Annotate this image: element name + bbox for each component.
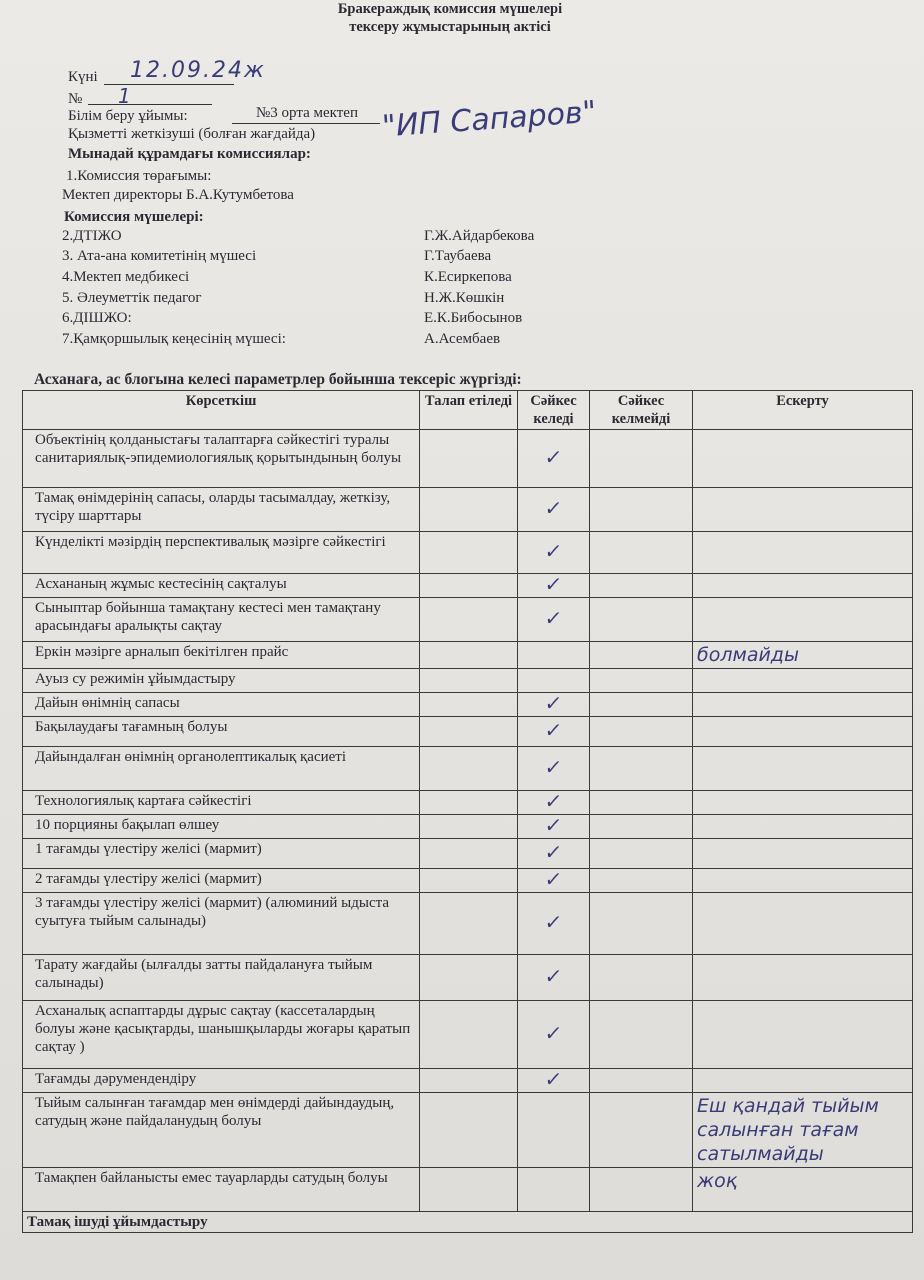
check-mark-icon: ✓ — [543, 1067, 564, 1091]
row-required-cell — [420, 717, 518, 747]
table-row — [23, 1093, 913, 1168]
row-required-cell — [420, 1069, 518, 1093]
org-label: Білім беру ұйымы: — [68, 108, 188, 124]
check-mark-icon: ✓ — [543, 964, 564, 988]
row-not-complies-cell — [590, 815, 693, 839]
table-row — [23, 430, 913, 488]
row-indicator-text: Дайын өнімнің сапасы — [23, 693, 420, 717]
check-mark-icon: ✓ — [543, 496, 564, 520]
table-row — [23, 869, 913, 893]
row-not-complies-cell — [590, 1001, 693, 1069]
row-note-cell — [693, 693, 913, 717]
row-complies-cell — [518, 717, 590, 747]
row-indicator-text: Тарату жағдайы (ылғалды затты пайдалануға тыйым салынады) — [23, 955, 420, 1001]
check-mark-icon: ✓ — [543, 813, 564, 837]
row-note-cell — [693, 430, 913, 488]
member-name: Н.Ж.Көшкін — [424, 290, 505, 306]
row-not-complies-cell — [590, 1069, 693, 1093]
row-indicator-text: Ауыз су режимін ұйымдастыру — [23, 669, 420, 693]
row-note-cell — [693, 488, 913, 532]
row-note-cell — [693, 1001, 913, 1069]
row-not-complies-cell — [590, 1093, 693, 1168]
member-row — [62, 310, 582, 330]
table-row — [23, 747, 913, 791]
row-required-cell — [420, 642, 518, 669]
table-row — [23, 532, 913, 574]
row-indicator-text: Тамақ өнімдерінің сапасы, оларды тасымалдау, жеткізу, түсіру шарттары — [23, 488, 420, 532]
row-complies-cell — [518, 669, 590, 693]
row-complies-cell — [518, 791, 590, 815]
row-not-complies-cell — [590, 1168, 693, 1212]
member-row — [62, 331, 582, 351]
row-note-cell — [693, 869, 913, 893]
member-position: 3. Ата-ана комитетінің мүшесі — [62, 248, 257, 264]
table-row — [23, 488, 913, 532]
row-indicator-text: Күнделікті мәзірдің перспективалық мәзірге сәйкестігі — [23, 532, 420, 574]
row-indicator-text: Объектінің қолданыстағы талаптарға сәйкестігі туралы санитариялық-эпидемиологиялық қорытындының болуы — [23, 430, 420, 488]
row-complies-cell — [518, 430, 590, 488]
row-required-cell — [420, 955, 518, 1001]
row-required-cell — [420, 839, 518, 869]
supplier-value: "ИП Сапаров" — [381, 94, 598, 145]
row-required-cell — [420, 598, 518, 642]
row-not-complies-cell — [590, 747, 693, 791]
row-complies-cell — [518, 1168, 590, 1212]
row-note-cell: жоқ — [693, 1168, 913, 1212]
number-label: № — [68, 91, 83, 107]
row-complies-cell — [518, 893, 590, 955]
row-required-cell — [420, 747, 518, 791]
table-row — [23, 839, 913, 869]
row-indicator-text: Еркін мәзірге арналып бекітілген прайс — [23, 642, 420, 669]
check-mark-icon: ✓ — [543, 445, 564, 469]
row-complies-cell — [518, 532, 590, 574]
row-note-cell: болмайды — [693, 642, 913, 669]
row-indicator-text: Бақылаудағы тағамның болуы — [23, 717, 420, 747]
row-required-cell — [420, 430, 518, 488]
row-indicator-text: Асхананың жұмыс кестесінің сақталуы — [23, 574, 420, 598]
row-required-cell — [420, 574, 518, 598]
column-header-indicator: Көрсеткіш — [23, 391, 420, 430]
row-not-complies-cell — [590, 598, 693, 642]
date-label: Күні — [68, 69, 98, 85]
row-not-complies-cell — [590, 532, 693, 574]
row-required-cell — [420, 893, 518, 955]
row-note-cell — [693, 1069, 913, 1093]
row-note-cell — [693, 669, 913, 693]
column-header-required: Талап етіледі — [420, 391, 518, 430]
row-complies-cell — [518, 815, 590, 839]
row-note-cell — [693, 574, 913, 598]
org-underline — [232, 123, 380, 124]
table-row — [23, 893, 913, 955]
date-value: 12.09.24ж — [130, 58, 266, 83]
row-not-complies-cell — [590, 717, 693, 747]
row-indicator-text: Технологиялық картаға сәйкестігі — [23, 791, 420, 815]
row-not-complies-cell — [590, 791, 693, 815]
member-position: 7.Қамқоршылық кеңесінің мүшесі: — [62, 331, 286, 347]
row-required-cell — [420, 693, 518, 717]
row-note-cell — [693, 839, 913, 869]
member-name: К.Есиркепова — [424, 269, 512, 285]
check-mark-icon: ✓ — [543, 755, 564, 779]
table-header-row — [23, 391, 913, 430]
row-required-cell — [420, 669, 518, 693]
row-indicator-text: Дайындалған өнімнің органолептикалық қасиеті — [23, 747, 420, 791]
number-value: 1 — [118, 84, 131, 108]
org-value: №3 орта мектеп — [256, 105, 358, 121]
member-row — [62, 269, 582, 289]
title-line-2: тексеру жұмыстарының актісі — [349, 19, 551, 35]
check-mark-icon: ✓ — [543, 1021, 564, 1045]
member-name: Г.Ж.Айдарбекова — [424, 228, 535, 244]
table-footer-row — [23, 1212, 913, 1233]
table-row — [23, 598, 913, 642]
column-header-complies: Сәйкес келеді — [518, 391, 590, 430]
row-complies-cell — [518, 693, 590, 717]
table-row — [23, 815, 913, 839]
member-name: Г.Таубаева — [424, 248, 492, 264]
table-row — [23, 1001, 913, 1069]
row-complies-cell — [518, 642, 590, 669]
row-not-complies-cell — [590, 642, 693, 669]
row-not-complies-cell — [590, 574, 693, 598]
row-complies-cell — [518, 1093, 590, 1168]
row-not-complies-cell — [590, 955, 693, 1001]
check-mark-icon: ✓ — [543, 539, 564, 563]
check-mark-icon: ✓ — [543, 789, 564, 813]
row-required-cell — [420, 1001, 518, 1069]
table-row — [23, 955, 913, 1001]
row-note-cell — [693, 598, 913, 642]
row-indicator-text: Сыныптар бойынша тамақтану кестесі мен тамақтану арасындағы аралықты сақтау — [23, 598, 420, 642]
row-indicator-text: Тағамды дәрумендендіру — [23, 1069, 420, 1093]
row-indicator-text: 10 порцияны бақылап өлшеу — [23, 815, 420, 839]
commission-heading: Мынадай құрамдағы комиссиялар: — [68, 146, 311, 162]
row-not-complies-cell — [590, 893, 693, 955]
row-indicator-text: 1 тағамды үлестіру желісі (мармит) — [23, 839, 420, 869]
row-required-cell — [420, 1168, 518, 1212]
row-complies-cell — [518, 488, 590, 532]
check-mark-icon: ✓ — [543, 910, 564, 934]
table-row — [23, 717, 913, 747]
member-row — [62, 290, 582, 310]
member-name: Е.К.Бибосынов — [424, 310, 523, 326]
inspection-table — [22, 390, 913, 1233]
row-complies-cell — [518, 1001, 590, 1069]
row-complies-cell — [518, 574, 590, 598]
check-mark-icon: ✓ — [543, 572, 564, 596]
table-row — [23, 669, 913, 693]
member-position: 5. Әлеуметтік педагог — [62, 290, 202, 306]
members-heading: Комиссия мүшелері: — [64, 209, 204, 225]
chair-value: Мектеп директоры Б.А.Кутумбетова — [62, 187, 294, 203]
row-complies-cell — [518, 839, 590, 869]
chair-label: 1.Комиссия төрағымы: — [66, 168, 212, 184]
row-not-complies-cell — [590, 669, 693, 693]
check-mark-icon: ✓ — [543, 606, 564, 630]
row-note-cell: Еш қандай тыйым салынған тағам сатылмайды — [693, 1093, 913, 1168]
row-note-cell — [693, 791, 913, 815]
row-not-complies-cell — [590, 869, 693, 893]
row-not-complies-cell — [590, 839, 693, 869]
row-indicator-text: 3 тағамды үлестіру желісі (мармит) (алюминий ыдыста суытуға тыйым салынады) — [23, 893, 420, 955]
row-indicator-text: Тыйым салынған тағамдар мен өнімдерді дайындаудың, сатудың және пайдаланудың болуы — [23, 1093, 420, 1168]
row-complies-cell — [518, 955, 590, 1001]
supplier-label-text: Қызметті жеткізуші (болған жағдайда) — [68, 126, 316, 142]
table-row — [23, 693, 913, 717]
member-position: 4.Мектеп медбикесі — [62, 269, 190, 285]
row-required-cell — [420, 791, 518, 815]
row-required-cell — [420, 532, 518, 574]
table-row — [23, 642, 913, 669]
inspection-heading: Асханаға, ас блогына келесі параметрлер бойынша тексеріс жүргізді: — [34, 371, 522, 388]
check-mark-icon: ✓ — [543, 718, 564, 742]
supplier-label — [68, 125, 315, 143]
row-required-cell — [420, 488, 518, 532]
column-header-note: Ескерту — [693, 391, 913, 430]
check-mark-icon: ✓ — [543, 840, 564, 864]
row-not-complies-cell — [590, 693, 693, 717]
row-required-cell — [420, 815, 518, 839]
title-line-1: Бракераждық комиссия мүшелері — [337, 1, 563, 17]
row-note-cell — [693, 747, 913, 791]
table-row — [23, 574, 913, 598]
row-note-cell — [693, 717, 913, 747]
table-row — [23, 791, 913, 815]
row-indicator-text: Тамақпен байланысты емес тауарларды сатудың болуы — [23, 1168, 420, 1212]
row-complies-cell — [518, 598, 590, 642]
row-not-complies-cell — [590, 430, 693, 488]
column-header-not-complies: Сәйкес келмейді — [590, 391, 693, 430]
check-mark-icon: ✓ — [543, 867, 564, 891]
row-required-cell — [420, 1093, 518, 1168]
member-row — [62, 228, 582, 248]
row-indicator-text: 2 тағамды үлестіру желісі (мармит) — [23, 869, 420, 893]
row-note-cell — [693, 815, 913, 839]
check-mark-icon: ✓ — [543, 691, 564, 715]
footer-section-title: Тамақ ішуді ұйымдастыру — [23, 1212, 913, 1233]
row-note-cell — [693, 893, 913, 955]
row-complies-cell — [518, 747, 590, 791]
member-position: 6.ДІШЖО: — [62, 310, 132, 326]
member-row — [62, 248, 582, 268]
table-row — [23, 1069, 913, 1093]
document-title — [240, 0, 660, 36]
table-row — [23, 1168, 913, 1212]
number-underline — [88, 104, 212, 105]
row-note-cell — [693, 532, 913, 574]
row-not-complies-cell — [590, 488, 693, 532]
row-required-cell — [420, 869, 518, 893]
row-complies-cell — [518, 869, 590, 893]
member-position: 2.ДТІЖО — [62, 228, 122, 244]
row-indicator-text: Асханалық аспаптарды дұрыс сақтау (кассеталардың болуы және қасықтарды, шанышқыларды жоғары қаратып сақтау ) — [23, 1001, 420, 1069]
row-note-cell — [693, 955, 913, 1001]
row-complies-cell — [518, 1069, 590, 1093]
member-name: А.Асембаев — [424, 331, 501, 347]
